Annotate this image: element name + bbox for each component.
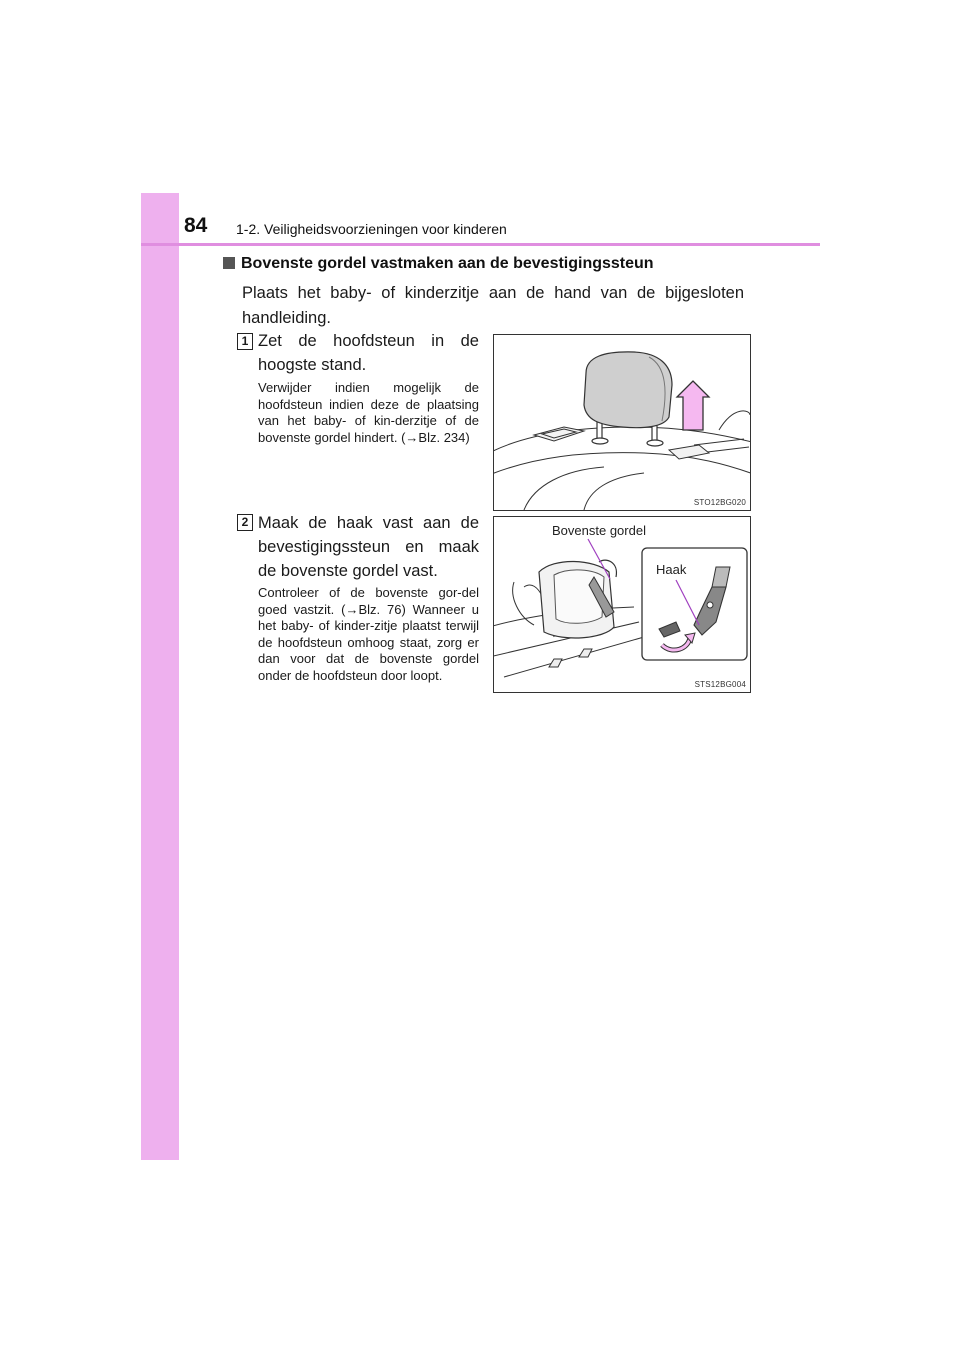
figure-code: STO12BG020	[693, 498, 746, 507]
step-2-note: Controleer of de bovenste gor-del goed vastzit. (→Blz. 76) Wanneer u het baby- of kinder-zitje plaatst terwijl de hoofdsteun omhoog staat, zorg er dan voor dat de bovenste gordel onder de hoofdsteun door loopt.	[258, 585, 479, 683]
intro-paragraph: Plaats het baby- of kinderzitje aan de hand van de bijgesloten handleiding.	[242, 284, 744, 327]
headrest-illustration	[494, 335, 750, 510]
tether-illustration	[494, 517, 750, 692]
label-hook: Haak	[656, 562, 687, 577]
figure-headrest-raise	[493, 334, 751, 511]
section-title: 1-2. Veiligheidsvoorzieningen voor kinderen	[236, 221, 507, 237]
step-2-text: Maak de haak vast aan de bevestigingssteun en maak de bovenste gordel vast.	[258, 514, 479, 580]
step-number-1: 1	[237, 333, 253, 350]
figure-code: STS12BG004	[694, 680, 746, 689]
label-top-tether: Bovenste gordel	[552, 523, 646, 538]
subsection-heading	[223, 255, 654, 273]
heading-text: Bovenste gordel vastmaken aan de bevestigingssteun	[241, 255, 654, 272]
step-1-text: Zet de hoofdsteun in de hoogste stand.	[258, 332, 479, 374]
header-divider	[141, 243, 820, 246]
page-number: 84	[184, 214, 208, 237]
chapter-sidebar-tab	[141, 193, 179, 1160]
figure-top-tether-hook	[493, 516, 751, 693]
square-bullet-icon	[223, 257, 235, 269]
step-1-note: Verwijder indien mogelijk de hoofdsteun indien deze de plaatsing van het baby- of kin-derzitje of de bovenste gordel hindert. (→Blz. 234)	[258, 380, 479, 445]
step-number-2: 2	[237, 514, 253, 531]
